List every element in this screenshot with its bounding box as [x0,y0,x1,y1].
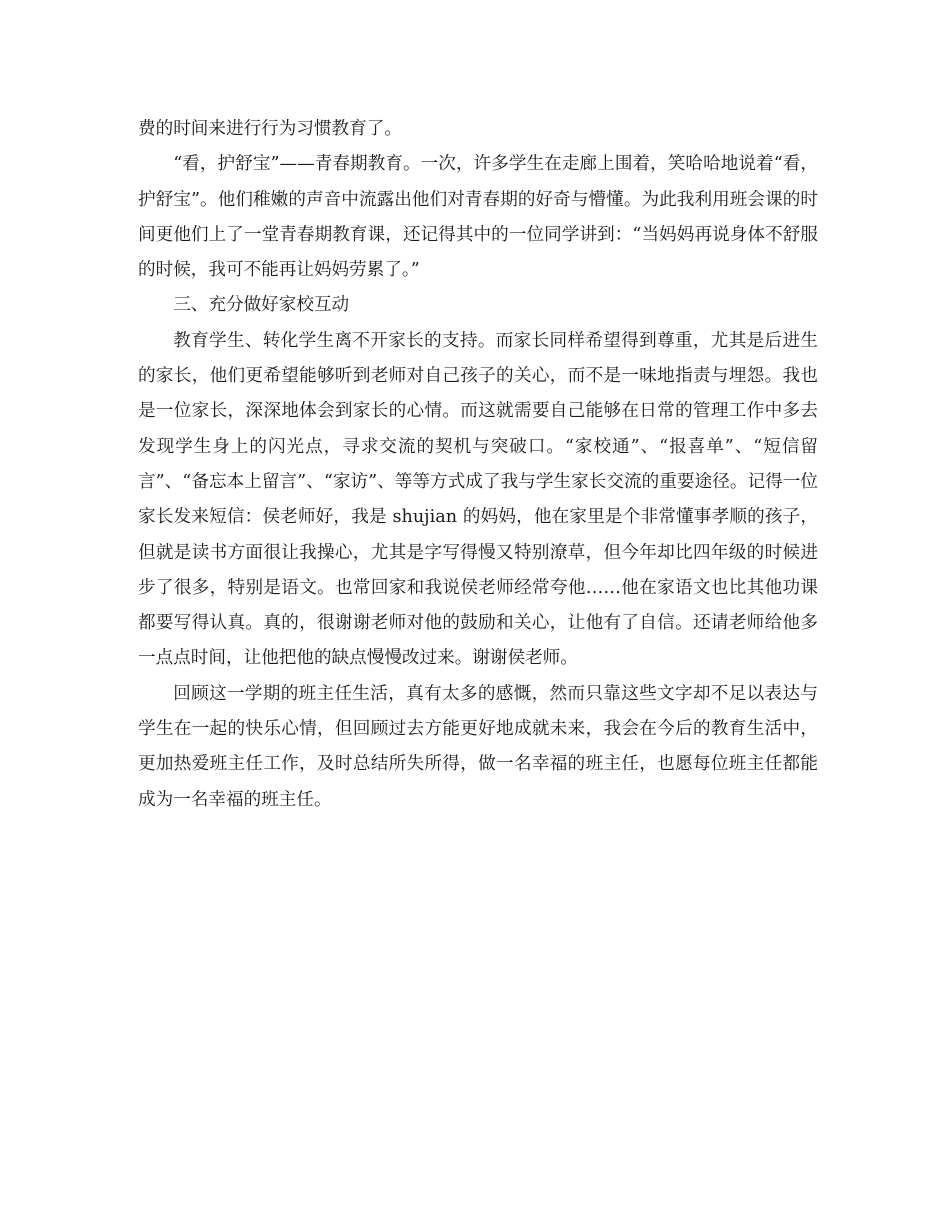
paragraph-adolescence-education: “看，护舒宝”——青春期教育。一次，许多学生在走廊上围着，笑哈哈地说着“看，护舒宝”。他们稚嫩的声音中流露出他们对青春期的好奇与懵懂。为此我利用班会课的时间更他们上了一堂青春期教育课，还记得其中的一位同学讲到：“当妈妈再说身体不舒服的时候，我可不能再让妈妈劳累了。” [138,154,818,281]
paragraph-conclusion: 回顾这一学期的班主任生活，真有太多的感慨，然而只靠这些文字却不足以表达与学生在一起的快乐心情，但回顾过去方能更好地成就未来，我会在今后的教育生活中，更加热爱班主任工作，及时总结所失所得，做一名幸福的班主任，也愿每位班主任都能成为一名幸福的班主任。 [138,683,818,810]
paragraph-continuation: 费的时间来进行行为习惯教育了。 [138,119,402,139]
section-heading-home-school: 三、充分做好家校互动 [173,295,350,316]
paragraph-parent-communication: 教育学生、转化学生离不开家长的支持。而家长同样希望得到尊重，尤其是后进生的家长，他们更希望能够听到老师对自己孩子的关心，而不是一味地指责与埋怨。我也是一位家长，深深地体会到家长的心情。而这就需要自己能够在日常的管理工作中多去发现学生身上的闪光点，寻求交流的契机与突破口。“家校通”、“报喜单”、“短信留言”、“备忘本上留言”、“家访”、等等方式成了我与学生家长交流的重要途径。记得一位家长发来短信：侯老师好，我是 shujian 的妈妈，他在家里是个非常懂事孝顺的孩子，但就是读书方面很让我操心，尤其是字写得慢又特别潦草，但今年却比四年级的时候进步了很多，特别是语文。也常回家和我说侯老师经常夸他……他在家语文也比其他功课都要写得认真。真的，很谢谢老师对他的鼓励和关心，让他有了自信。还请老师给他多一点点时间，让他把他的缺点慢慢改过来。谢谢侯老师。 [138,330,818,669]
document-body [138,112,818,818]
